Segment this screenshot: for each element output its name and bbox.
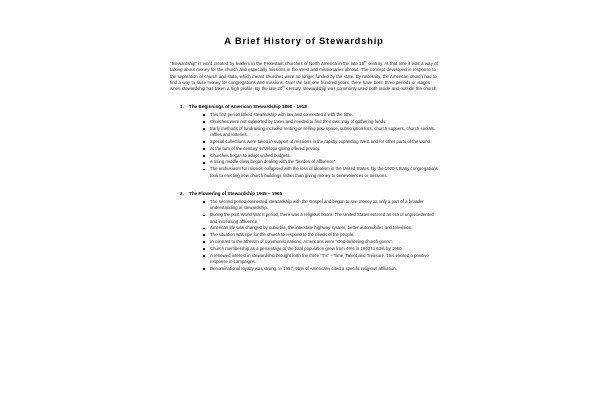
- square-bullet-icon: [203, 228, 205, 230]
- page-title: A Brief History of Stewardship: [224, 36, 384, 46]
- list-item-text: The second period connected stewardship with the Gospel and began to see money as only a part of a broader understanding of stewardship.: [210, 199, 424, 211]
- square-bullet-icon: [203, 148, 205, 150]
- document-content: [170, 36, 438, 284]
- list-item-text: Early methods of fundraising included renting or selling pew space, subscription lists, church suppers, church socials, raffles and lotteries.: [210, 125, 436, 138]
- list-item-text: A renewed interest in stewardship brought forth the three “T’s” – Time, Talent and Treasure. This elicited a positive response in campaigns.: [210, 252, 429, 265]
- list-item: [203, 253, 438, 266]
- section-2: [170, 191, 438, 272]
- square-bullet-icon: [203, 128, 205, 130]
- list-item: [203, 153, 438, 159]
- list-item: [203, 225, 438, 231]
- list-item-text: American life was changed by suburbia, the interstate highway system, better automobiles and television.: [210, 225, 413, 231]
- intro-paragraph: “Stewardship” is word created by leaders in the Protestant churches of North America in the late 19th century. At that time it was a way of talking about money for the church and especially missions in the West and missionaries abroad. The concept developed in response to the separation of church and state, which meant churches were no longer funded by the state. By necessity, the American church had to find a way to raise money for congregations and missions. Over the last one hundred years, there have been three periods or stages when stewardship has taken a high profile. By the late 20th century, stewardship was commonly used both inside and outside the church.: [170, 59, 438, 92]
- list-item: [203, 199, 438, 212]
- section-2-number: 2.: [180, 190, 184, 196]
- section-2-title: The Flowering of Stewardship 1945 – 1965: [189, 190, 283, 196]
- list-item-text: The situation was ripe for the church to respond to the needs of the people.: [210, 232, 355, 238]
- list-item-text: At the turn of the century, envelope giving offered privacy.: [210, 145, 321, 151]
- list-item-text: Churches began to adopt unified budgets.: [210, 152, 291, 158]
- square-bullet-icon: [203, 241, 205, 243]
- square-bullet-icon: [203, 215, 205, 217]
- square-bullet-icon: [203, 234, 205, 236]
- list-item-text: This first period linked stewardship with law and connected it with the tithe.: [210, 112, 354, 118]
- section-1-number: 1.: [180, 103, 184, 109]
- list-item-text: Churches were not supported by taxes and needed to find their own way of gathering funds.: [210, 119, 387, 124]
- list-item-text: The enthusiasm for mission collapsed with the loss of idealism in the United States. By the 1920’s many congregations took to erecting new church buildings rather than giving money to benevolences or missions.: [210, 166, 438, 178]
- list-item-text: Church membership as a percentage of the total population grew from 49% in 1940 to 63% by 1960.: [210, 245, 403, 251]
- square-bullet-icon: [203, 114, 205, 116]
- section-2-heading: [170, 191, 438, 197]
- list-item: [203, 166, 438, 179]
- list-item: [203, 119, 438, 125]
- square-bullet-icon: [203, 248, 205, 250]
- square-bullet-icon: [203, 201, 205, 203]
- section-1-heading: [170, 104, 438, 110]
- list-item: [203, 146, 438, 152]
- list-item: [203, 239, 438, 245]
- list-item: [203, 159, 438, 165]
- list-item: [203, 139, 438, 145]
- list-item-text: In contrast to the atheism of communist nations, Americans were “God-believing church goers”.: [210, 239, 393, 245]
- list-item: [203, 126, 438, 139]
- list-item: [203, 246, 438, 252]
- list-item: [203, 212, 438, 225]
- square-bullet-icon: [203, 169, 205, 171]
- square-bullet-icon: [203, 162, 205, 164]
- list-item-text: During the post World War II period, there was a religious boom. The United States entered an era of unprecedented and increasing affluence.: [210, 212, 434, 224]
- section-1: [170, 104, 438, 179]
- square-bullet-icon: [203, 268, 205, 270]
- list-item: [203, 232, 438, 238]
- square-bullet-icon: [203, 255, 205, 257]
- section-1-title: The Beginnings of American Stewardship 1890 - 1918: [189, 103, 307, 109]
- square-bullet-icon: [203, 121, 205, 123]
- square-bullet-icon: [203, 141, 205, 143]
- list-item-text: Denominational loyalty was strong. In 1957, 96% of Americans cited a specific religious affiliation.: [210, 265, 397, 271]
- list-item: [203, 266, 438, 272]
- square-bullet-icon: [203, 155, 205, 157]
- section-2-bullet-list: [170, 199, 438, 272]
- list-item-text: A rising middle class began dealing with the “burden of affluence”.: [210, 159, 337, 165]
- section-1-bullet-list: [170, 112, 438, 179]
- list-item-text: Special collections were taken in support of missions in the rapidly expanding West and for other parts of the world.: [210, 138, 432, 144]
- list-item: [203, 112, 438, 118]
